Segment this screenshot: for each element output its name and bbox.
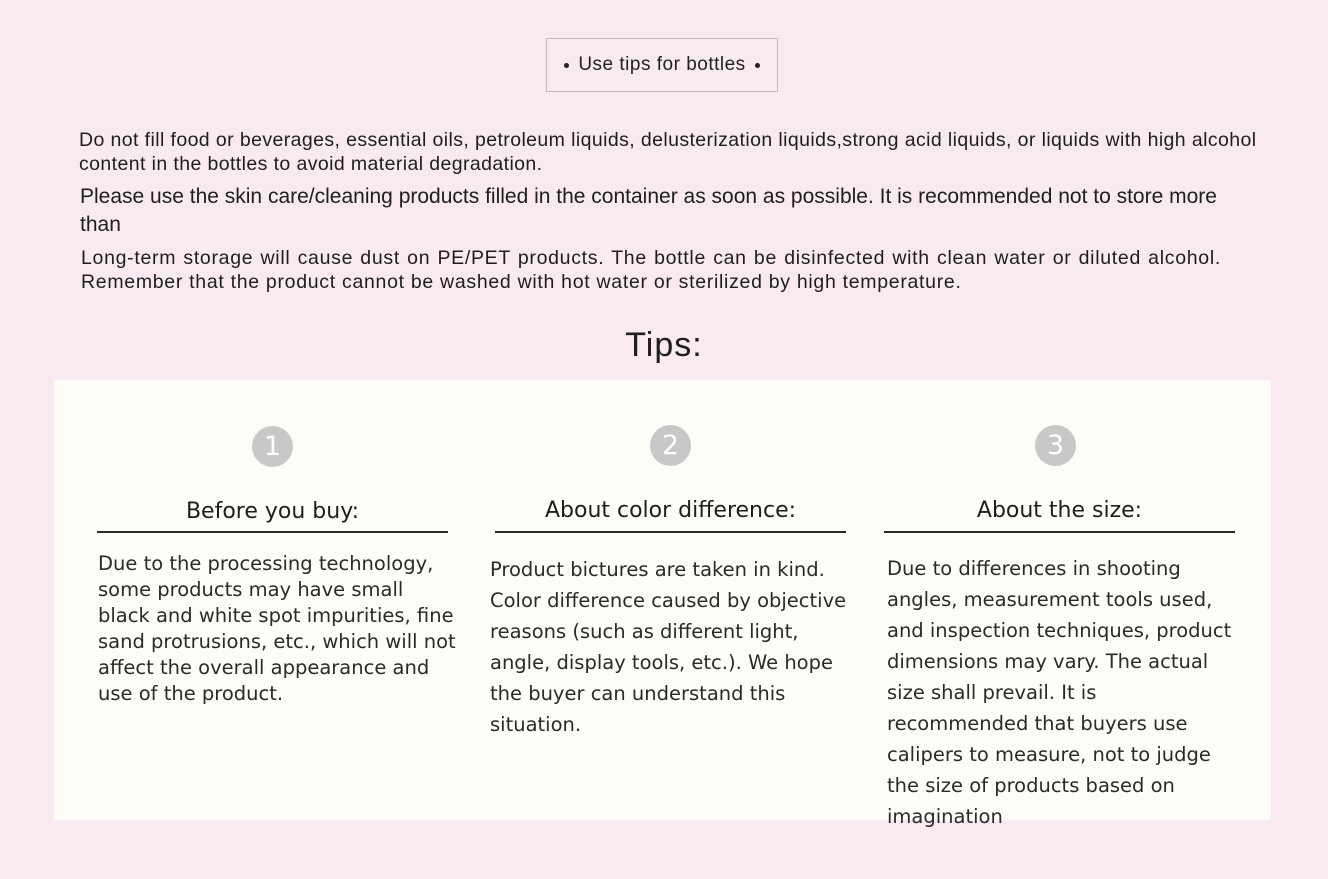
tip-body-size: Due to differences in shooting angles, measurement tools used, and inspection techniques, product dimensions may vary. The actual size shall prevail. It is recommended that buyers use calipers to measure, not to judge the size of products based on imagination xyxy=(887,557,1232,828)
use-tips-title: Use tips for bottles xyxy=(578,54,746,75)
tip-divider xyxy=(495,531,846,533)
tip-body-before-buy: Due to the processing technology, some products may have small black and white spot impurities, fine sand protrusions, etc., which will not affect the overall appearance and use of the product. xyxy=(98,552,456,705)
tip-divider xyxy=(884,531,1235,533)
number-2-icon: 2 xyxy=(650,425,691,466)
tip-divider xyxy=(97,531,448,533)
number-3-icon: 3 xyxy=(1035,425,1076,466)
tips-heading: Tips: xyxy=(625,326,703,364)
notice-material-warning: Do not fill food or beverages, essential oils, petroleum liquids, delusterization liquids,strong acid liquids, or liquids with high alcohol content in the bottles to avoid material degradation. xyxy=(79,129,1257,175)
notice-storage-cleaning: Long-term storage will cause dust on PE/PET products. The bottle can be disinfected with clean water or diluted alcohol. Remember that the product cannot be washed with hot water or sterilized by high temperature. xyxy=(81,247,1221,293)
bullet-dot-icon xyxy=(755,63,760,68)
tip-title-before-buy: Before you buy: xyxy=(185,499,360,524)
bullet-dot-icon xyxy=(564,63,569,68)
tip-title-color-difference: About color difference: xyxy=(544,498,797,523)
tips-panel xyxy=(54,380,1271,828)
tip-body-color-difference: Product bictures are taken in kind. Color difference caused by objective reasons (such as different light, angle, display tools, etc.). We hope the buyer can understand this situation. xyxy=(490,558,847,736)
number-1-icon: 1 xyxy=(252,426,293,467)
notice-use-soon: Please use the skin care/cleaning products filled in the container as soon as possible. It is recommended not to store more than xyxy=(80,185,1217,236)
use-tips-header xyxy=(546,38,778,92)
tip-title-size: About the size: xyxy=(976,498,1143,523)
